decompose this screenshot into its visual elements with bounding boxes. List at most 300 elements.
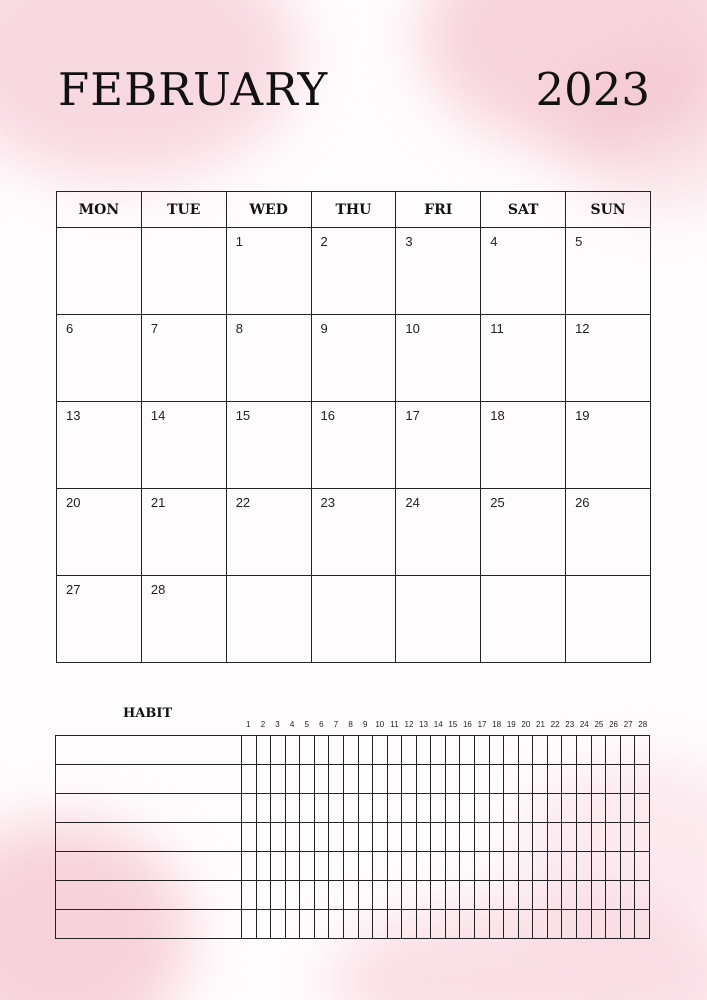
habit-check-cell[interactable] [373,736,388,765]
habit-check-cell[interactable] [271,910,286,939]
habit-check-cell[interactable] [431,765,446,794]
habit-name-cell[interactable] [56,736,242,765]
habit-check-cell[interactable] [431,881,446,910]
habit-check-cell[interactable] [606,765,621,794]
habit-check-cell[interactable] [285,765,300,794]
weekday-header: MON [57,192,142,228]
habit-check-cell[interactable] [576,736,591,765]
habit-check-cell[interactable] [271,881,286,910]
habit-check-cell[interactable] [591,910,606,939]
day-number: 25 [490,495,505,510]
day-number [481,576,565,582]
habit-name-cell[interactable] [56,765,242,794]
habit-check-cell[interactable] [314,765,329,794]
day-cell[interactable] [141,402,226,489]
habit-check-cell[interactable] [314,823,329,852]
weekday-header: FRI [396,192,481,228]
habit-check-cell[interactable] [533,852,548,881]
habit-check-cell[interactable] [445,910,460,939]
habit-check-cell[interactable] [329,794,344,823]
habit-check-cell[interactable] [518,823,533,852]
day-number: 4 [490,234,498,249]
habit-check-cell[interactable] [329,852,344,881]
habit-check-cell[interactable] [402,736,417,765]
day-number: 5 [575,234,583,249]
habit-check-cell[interactable] [256,910,271,939]
habit-check-cell[interactable] [343,852,358,881]
habit-check-cell[interactable] [285,736,300,765]
habit-row [56,794,650,823]
habit-check-cell[interactable] [518,910,533,939]
habit-name-cell[interactable] [56,823,242,852]
habit-check-cell[interactable] [358,852,373,881]
habit-check-cell[interactable] [475,823,490,852]
habit-check-cell[interactable] [256,823,271,852]
habit-check-cell[interactable] [373,852,388,881]
habit-check-cell[interactable] [445,736,460,765]
habit-check-cell[interactable] [242,910,257,939]
day-number: 15 [235,408,251,423]
day-cell[interactable] [481,228,566,315]
habit-check-cell[interactable] [373,765,388,794]
day-number: 3 [405,234,413,249]
weekday-header: WED [226,192,311,228]
habit-check-cell[interactable] [606,823,621,852]
habit-check-cell[interactable] [431,910,446,939]
habit-check-cell[interactable] [576,765,591,794]
day-cell[interactable] [396,489,481,576]
habit-check-cell[interactable] [635,765,650,794]
habit-day-number: 2 [260,720,266,729]
day-cell[interactable] [57,402,142,489]
habit-day-number: 24 [579,720,589,729]
habit-day-number: 3 [275,720,280,729]
habit-check-cell[interactable] [562,823,577,852]
habit-check-cell[interactable] [343,823,358,852]
habit-check-cell[interactable] [358,823,373,852]
day-cell[interactable] [226,576,311,663]
month-calendar-grid [56,191,651,663]
habit-check-cell[interactable] [402,823,417,852]
habit-check-cell[interactable] [329,823,344,852]
habit-check-cell[interactable] [620,765,635,794]
week-row [57,402,651,489]
habit-check-cell[interactable] [431,852,446,881]
habit-check-cell[interactable] [562,794,577,823]
habit-check-cell[interactable] [475,881,490,910]
day-cell[interactable] [396,576,481,663]
day-cell[interactable] [396,402,481,489]
habit-check-cell[interactable] [547,823,562,852]
habit-check-cell[interactable] [489,765,504,794]
habit-check-cell[interactable] [271,794,286,823]
habit-check-cell[interactable] [547,910,562,939]
habit-check-cell[interactable] [256,852,271,881]
habit-row [56,823,650,852]
habit-check-cell[interactable] [635,881,650,910]
habit-check-cell[interactable] [562,910,577,939]
habit-check-cell[interactable] [416,794,431,823]
habit-check-cell[interactable] [300,765,315,794]
habit-check-cell[interactable] [460,794,475,823]
habit-check-cell[interactable] [576,881,591,910]
habit-check-cell[interactable] [620,794,635,823]
day-cell[interactable] [481,402,566,489]
habit-check-cell[interactable] [489,823,504,852]
habit-day-number: 10 [375,720,385,729]
habit-check-cell[interactable] [271,765,286,794]
habit-check-cell[interactable] [402,765,417,794]
habit-check-cell[interactable] [285,881,300,910]
day-cell[interactable] [141,489,226,576]
habit-check-cell[interactable] [416,852,431,881]
day-number: 2 [320,234,328,249]
habit-check-cell[interactable] [620,910,635,939]
habit-check-cell[interactable] [533,910,548,939]
habit-check-cell[interactable] [416,881,431,910]
habit-check-cell[interactable] [620,736,635,765]
day-cell[interactable] [57,315,142,402]
habit-check-cell[interactable] [562,881,577,910]
habit-check-cell[interactable] [445,823,460,852]
habit-check-cell[interactable] [533,823,548,852]
habit-check-cell[interactable] [343,910,358,939]
habit-check-cell[interactable] [445,881,460,910]
habit-check-cell[interactable] [373,910,388,939]
day-number: 23 [320,495,335,510]
habit-check-cell[interactable] [416,910,431,939]
habit-check-cell[interactable] [460,736,475,765]
habit-row [56,881,650,910]
habit-check-cell[interactable] [591,736,606,765]
habit-check-cell[interactable] [300,852,315,881]
day-number: 8 [235,321,243,336]
habit-check-cell[interactable] [242,736,257,765]
habit-check-cell[interactable] [387,736,402,765]
habit-check-cell[interactable] [387,910,402,939]
habit-check-cell[interactable] [489,736,504,765]
habit-check-cell[interactable] [242,823,257,852]
habit-check-cell[interactable] [606,881,621,910]
habit-check-cell[interactable] [343,736,358,765]
day-number: 20 [66,495,81,510]
day-number: 18 [490,408,505,423]
day-cell[interactable] [141,315,226,402]
habit-check-cell[interactable] [445,794,460,823]
habit-check-cell[interactable] [329,910,344,939]
day-cell[interactable] [566,402,651,489]
habit-check-cell[interactable] [504,910,519,939]
habit-check-cell[interactable] [635,736,650,765]
habit-day-number: 26 [609,720,618,729]
day-number: 14 [150,408,166,423]
habit-day-number: 27 [623,720,633,729]
habit-check-cell[interactable] [343,881,358,910]
habit-check-cell[interactable] [329,736,344,765]
habit-check-cell[interactable] [285,794,300,823]
habit-check-cell[interactable] [576,794,591,823]
habit-check-cell[interactable] [635,852,650,881]
habit-check-cell[interactable] [620,852,635,881]
habit-check-cell[interactable] [475,736,490,765]
habit-check-cell[interactable] [489,852,504,881]
habit-check-cell[interactable] [591,852,606,881]
habit-check-cell[interactable] [620,881,635,910]
habit-check-cell[interactable] [358,881,373,910]
habit-check-cell[interactable] [576,823,591,852]
habit-check-cell[interactable] [271,852,286,881]
habit-check-cell[interactable] [475,794,490,823]
habit-check-cell[interactable] [547,852,562,881]
day-number [566,576,650,582]
habit-check-cell[interactable] [329,881,344,910]
habit-check-cell[interactable] [256,881,271,910]
habit-check-cell[interactable] [300,794,315,823]
week-row [57,489,651,576]
habit-name-cell[interactable] [56,881,242,910]
habit-name-cell[interactable] [56,794,242,823]
habit-check-cell[interactable] [460,823,475,852]
habit-check-cell[interactable] [300,823,315,852]
habit-check-cell[interactable] [373,881,388,910]
day-cell[interactable] [57,489,142,576]
habit-check-cell[interactable] [606,736,621,765]
habit-check-cell[interactable] [489,881,504,910]
habit-check-cell[interactable] [635,794,650,823]
habit-check-cell[interactable] [373,794,388,823]
day-cell[interactable] [226,315,311,402]
habit-day-number: 18 [492,720,502,729]
habit-name-cell[interactable] [56,910,242,939]
habit-day-number: 5 [304,720,309,729]
day-cell[interactable] [311,402,396,489]
habit-check-cell[interactable] [504,823,519,852]
habit-check-cell[interactable] [533,881,548,910]
habit-day-number: 17 [477,720,487,729]
habit-check-cell[interactable] [285,852,300,881]
habit-check-cell[interactable] [576,852,591,881]
habit-check-cell[interactable] [329,765,344,794]
habit-check-cell[interactable] [533,765,548,794]
month-title: FEBRUARY [58,63,329,116]
habit-check-cell[interactable] [300,881,315,910]
habit-check-cell[interactable] [460,852,475,881]
habit-row [56,736,650,765]
habit-day-number: 20 [521,720,531,729]
day-cell[interactable] [311,489,396,576]
habit-check-cell[interactable] [635,910,650,939]
habit-check-cell[interactable] [314,736,329,765]
year-title: 2023 [535,63,650,116]
habit-check-cell[interactable] [285,823,300,852]
habit-check-cell[interactable] [547,765,562,794]
day-cell[interactable] [481,315,566,402]
habit-tracker-title: HABIT [123,706,173,721]
habit-check-cell[interactable] [343,794,358,823]
day-cell[interactable] [566,576,651,663]
day-number [57,228,141,234]
day-cell[interactable] [57,228,142,315]
day-cell[interactable] [566,489,651,576]
habit-check-cell[interactable] [606,794,621,823]
habit-check-cell[interactable] [445,765,460,794]
habit-check-cell[interactable] [518,881,533,910]
day-cell[interactable] [396,228,481,315]
habit-check-cell[interactable] [518,736,533,765]
day-number [227,576,311,582]
habit-day-number: 6 [319,720,324,729]
habit-row [56,910,650,939]
habit-check-cell[interactable] [620,823,635,852]
habit-day-number: 4 [289,720,295,729]
day-number: 19 [575,408,590,423]
habit-check-cell[interactable] [518,852,533,881]
habit-check-cell[interactable] [416,765,431,794]
habit-check-cell[interactable] [504,736,519,765]
day-number: 9 [320,321,328,336]
habit-check-cell[interactable] [591,881,606,910]
habit-check-cell[interactable] [635,823,650,852]
habit-day-number: 1 [246,720,251,729]
habit-check-cell[interactable] [300,736,315,765]
habit-check-cell[interactable] [242,852,257,881]
day-cell[interactable] [481,576,566,663]
habit-check-cell[interactable] [445,852,460,881]
habit-check-cell[interactable] [416,823,431,852]
habit-check-cell[interactable] [547,794,562,823]
habit-check-cell[interactable] [562,765,577,794]
day-number: 13 [66,408,81,423]
habit-check-cell[interactable] [358,765,373,794]
habit-check-cell[interactable] [242,765,257,794]
habit-check-cell[interactable] [606,910,621,939]
habit-check-cell[interactable] [518,765,533,794]
habit-check-cell[interactable] [256,794,271,823]
habit-check-cell[interactable] [475,765,490,794]
habit-check-cell[interactable] [591,823,606,852]
habit-check-cell[interactable] [358,910,373,939]
day-number [142,228,226,234]
day-number: 10 [405,321,420,336]
day-cell[interactable] [311,228,396,315]
habit-check-cell[interactable] [373,823,388,852]
habit-check-cell[interactable] [533,794,548,823]
habit-check-cell[interactable] [242,881,257,910]
habit-check-cell[interactable] [460,765,475,794]
habit-check-cell[interactable] [314,852,329,881]
habit-check-cell[interactable] [402,881,417,910]
habit-check-cell[interactable] [576,910,591,939]
habit-name-cell[interactable] [56,852,242,881]
habit-check-cell[interactable] [256,736,271,765]
habit-check-cell[interactable] [387,881,402,910]
habit-check-cell[interactable] [271,823,286,852]
day-cell[interactable] [566,315,651,402]
habit-check-cell[interactable] [504,794,519,823]
habit-day-number: 11 [390,720,399,729]
habit-check-cell[interactable] [387,794,402,823]
habit-check-cell[interactable] [489,794,504,823]
day-cell[interactable] [311,315,396,402]
habit-check-cell[interactable] [387,823,402,852]
habit-row [56,852,650,881]
day-number: 22 [235,495,251,510]
habit-check-cell[interactable] [475,910,490,939]
day-number: 16 [320,408,335,423]
habit-check-cell[interactable] [591,794,606,823]
day-number [396,576,480,582]
habit-check-cell[interactable] [343,765,358,794]
day-cell[interactable] [481,489,566,576]
day-cell[interactable] [396,315,481,402]
day-cell[interactable] [141,228,226,315]
habit-check-cell[interactable] [271,736,286,765]
day-number: 17 [405,408,420,423]
habit-check-cell[interactable] [547,736,562,765]
habit-check-cell[interactable] [416,736,431,765]
habit-check-cell[interactable] [431,736,446,765]
habit-check-cell[interactable] [504,765,519,794]
habit-check-cell[interactable] [460,910,475,939]
habit-check-cell[interactable] [285,910,300,939]
day-cell[interactable] [566,228,651,315]
habit-check-cell[interactable] [402,852,417,881]
habit-day-number: 21 [536,720,545,729]
habit-day-number: 7 [333,720,339,729]
habit-check-cell[interactable] [475,852,490,881]
habit-check-cell[interactable] [504,881,519,910]
habit-check-cell[interactable] [358,794,373,823]
habit-check-cell[interactable] [547,881,562,910]
day-cell[interactable] [311,576,396,663]
habit-check-cell[interactable] [300,910,315,939]
weekday-header: SAT [481,192,566,228]
habit-check-cell[interactable] [431,823,446,852]
habit-check-cell[interactable] [533,736,548,765]
habit-check-cell[interactable] [314,794,329,823]
day-cell[interactable] [226,489,311,576]
habit-check-cell[interactable] [431,794,446,823]
habit-day-number: 28 [638,720,648,729]
habit-check-cell[interactable] [489,910,504,939]
habit-check-cell[interactable] [242,794,257,823]
habit-check-cell[interactable] [314,910,329,939]
habit-check-cell[interactable] [402,794,417,823]
day-cell[interactable] [226,402,311,489]
habit-check-cell[interactable] [402,910,417,939]
day-cell[interactable] [226,228,311,315]
habit-check-cell[interactable] [562,852,577,881]
habit-check-cell[interactable] [460,881,475,910]
day-number: 1 [235,234,243,249]
habit-check-cell[interactable] [314,881,329,910]
habit-check-cell[interactable] [504,852,519,881]
habit-check-cell[interactable] [387,765,402,794]
day-cell[interactable] [57,576,142,663]
day-number: 21 [150,495,166,510]
day-cell[interactable] [141,576,226,663]
habit-day-number: 15 [448,720,458,729]
week-row [57,228,651,315]
habit-check-cell[interactable] [358,736,373,765]
habit-check-cell[interactable] [562,736,577,765]
habit-check-cell[interactable] [518,794,533,823]
habit-check-cell[interactable] [606,852,621,881]
habit-check-cell[interactable] [591,765,606,794]
habit-check-cell[interactable] [256,765,271,794]
day-number: 6 [66,321,74,336]
habit-check-cell[interactable] [387,852,402,881]
